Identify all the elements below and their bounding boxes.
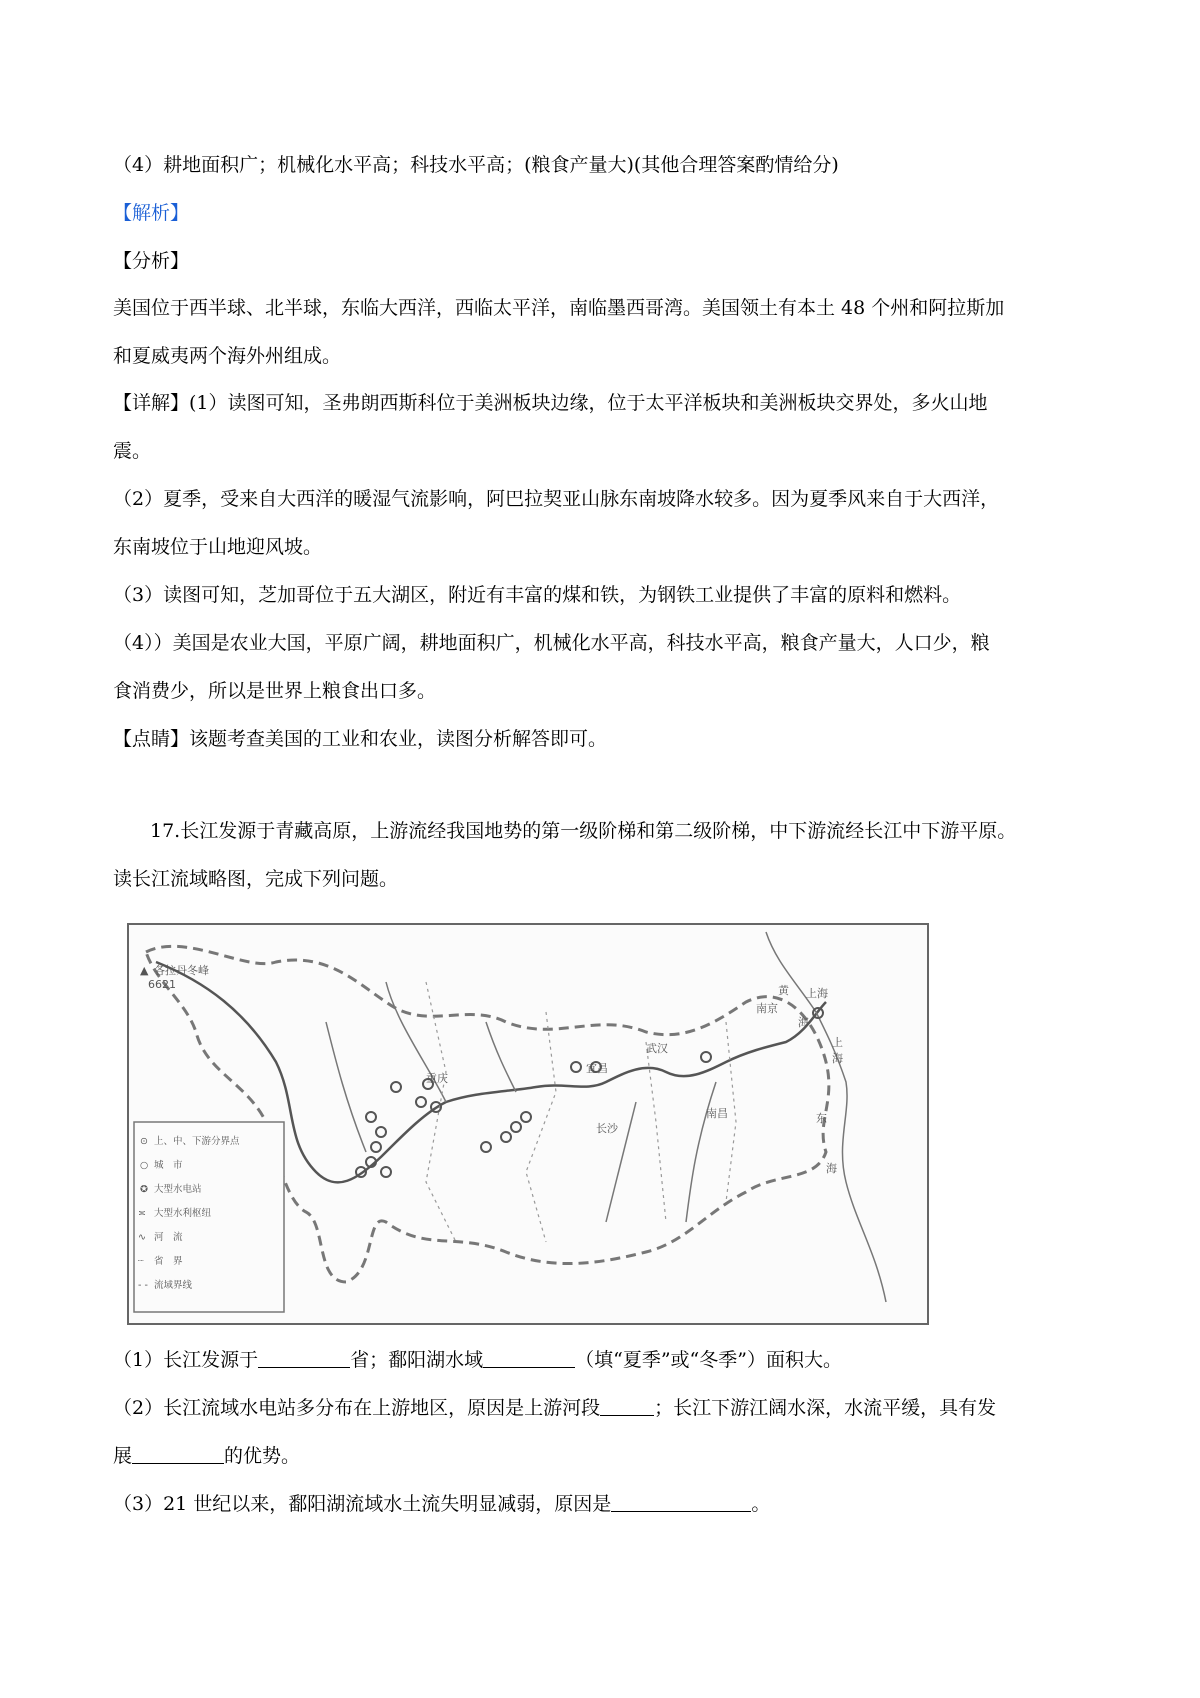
dianjing: 【点睛】该题考查美国的工业和农业，读图分析解答即可。 — [113, 728, 608, 750]
svg-text:┈: ┈ — [138, 1256, 144, 1267]
sea-label: 上 — [832, 1036, 843, 1049]
city-label: 南京 — [756, 1002, 778, 1015]
sea-label: 黄 — [778, 984, 789, 997]
xiangjie-1: 【详解】(1）读图可知，圣弗朗西斯科位于美洲板块边缘，位于太平洋板块和美洲板块交界处，多火山地 — [113, 392, 988, 414]
q2-text-b: ；长江下游江阔水深，水流平缓，具有发 — [654, 1397, 997, 1419]
legend-item: 城 市 — [154, 1160, 183, 1171]
q1-blank-1[interactable] — [258, 1347, 350, 1368]
q3-blank[interactable] — [611, 1491, 751, 1512]
city-label: 武汉 — [646, 1042, 668, 1055]
legend-item: 河 流 — [154, 1232, 183, 1243]
question-2 — [113, 1395, 1130, 1421]
answer-4: （4）耕地面积广；机械化水平高；科技水平高；(粮食产量大)(其他合理答案酌情给分) — [113, 154, 839, 176]
legend-item: 大型水利枢纽 — [154, 1208, 212, 1219]
city-label: 重庆 — [426, 1072, 448, 1085]
svg-text:∿: ∿ — [138, 1232, 146, 1243]
sea-label: 海 — [798, 1016, 809, 1029]
fenxi-text-line2: 和夏威夷两个海外州组成。 — [113, 345, 342, 367]
city-label: 宜昌 — [586, 1062, 608, 1075]
city-label: 南昌 — [706, 1107, 728, 1120]
svg-text:✪: ✪ — [140, 1184, 148, 1195]
question-17-line2: 读长江流域略图，完成下列问题。 — [113, 868, 399, 890]
peak-elevation: 6621 — [148, 978, 176, 991]
xiangjie-4b: 食消费少，所以是世界上粮食出口多。 — [113, 680, 437, 702]
svg-text:- -: - - — [138, 1280, 148, 1291]
xiangjie-3: （3）读图可知，芝加哥位于五大湖区，附近有丰富的煤和铁，为钢铁工业提供了丰富的原料和燃料。 — [113, 584, 962, 606]
sea-label: 东 — [816, 1112, 827, 1125]
xiangjie-2: （2）夏季，受来自大西洋的暖湿气流影响，阿巴拉契亚山脉东南坡降水较多。因为夏季风来自于大西洋， — [113, 488, 1000, 510]
map-legend — [134, 1122, 284, 1312]
q2-text-d: 的优势。 — [224, 1445, 301, 1467]
xiangjie-1b: 震。 — [113, 440, 152, 462]
legend-item: 大型水电站 — [154, 1184, 202, 1195]
question-3 — [113, 1491, 1130, 1517]
q3-text-a: （3）21 世纪以来，鄱阳湖流域水土流失明显减弱，原因是 — [113, 1493, 612, 1515]
question-2-cont — [113, 1443, 1130, 1469]
legend-item: 流域界线 — [154, 1280, 193, 1291]
q1-blank-2[interactable] — [483, 1347, 575, 1368]
fenxi-text-line1: 美国位于西半球、北半球，东临大西洋，西临太平洋，南临墨西哥湾。美国领土有本土 48 个州和阿拉斯加 — [113, 297, 1005, 319]
jiexi-heading: 【解析】 — [113, 202, 190, 224]
legend-item: 上、中、下游分界点 — [154, 1136, 240, 1147]
q1-text-b: 省；鄱阳湖水域 — [350, 1349, 484, 1371]
map-svg — [126, 922, 930, 1330]
sea-label: 海 — [826, 1162, 837, 1175]
q2-text-c: 展 — [113, 1445, 133, 1467]
sea-label: 海 — [832, 1052, 843, 1065]
peak-name: 各拉丹冬峰 — [154, 964, 209, 977]
q2-blank-2[interactable] — [132, 1443, 224, 1464]
question-17-line1: 17.长江发源于青藏高原，上游流经我国地势的第一级阶梯和第二级阶梯，中下游流经长江中下游平原。 — [150, 820, 1017, 842]
q2-text-a: （2）长江流域水电站多分布在上游地区，原因是上游河段 — [113, 1397, 601, 1419]
yangtze-basin-map — [126, 922, 930, 1330]
q1-text-c: （填“夏季”或“冬季”）面积大。 — [575, 1349, 842, 1371]
q3-text-b: 。 — [751, 1493, 771, 1515]
fenxi-heading: 【分析】 — [113, 250, 190, 272]
question-1 — [113, 1347, 1130, 1373]
xiangjie-2b: 东南坡位于山地迎风坡。 — [113, 536, 323, 558]
svg-text:⊙: ⊙ — [140, 1136, 148, 1147]
peak-marker: ▲ — [140, 964, 149, 977]
legend-item: 省 界 — [154, 1256, 183, 1267]
city-label: 上海 — [806, 987, 828, 1000]
q2-blank-1[interactable] — [600, 1395, 654, 1416]
city-label: 长沙 — [596, 1122, 618, 1135]
q1-text-a: （1）长江发源于 — [113, 1349, 259, 1371]
xiangjie-4: （4））美国是农业大国，平原广阔，耕地面积广，机械化水平高，科技水平高，粮食产量大，人口少，粮 — [113, 632, 990, 654]
svg-text:≍: ≍ — [138, 1208, 146, 1219]
svg-text:○: ○ — [140, 1160, 149, 1171]
